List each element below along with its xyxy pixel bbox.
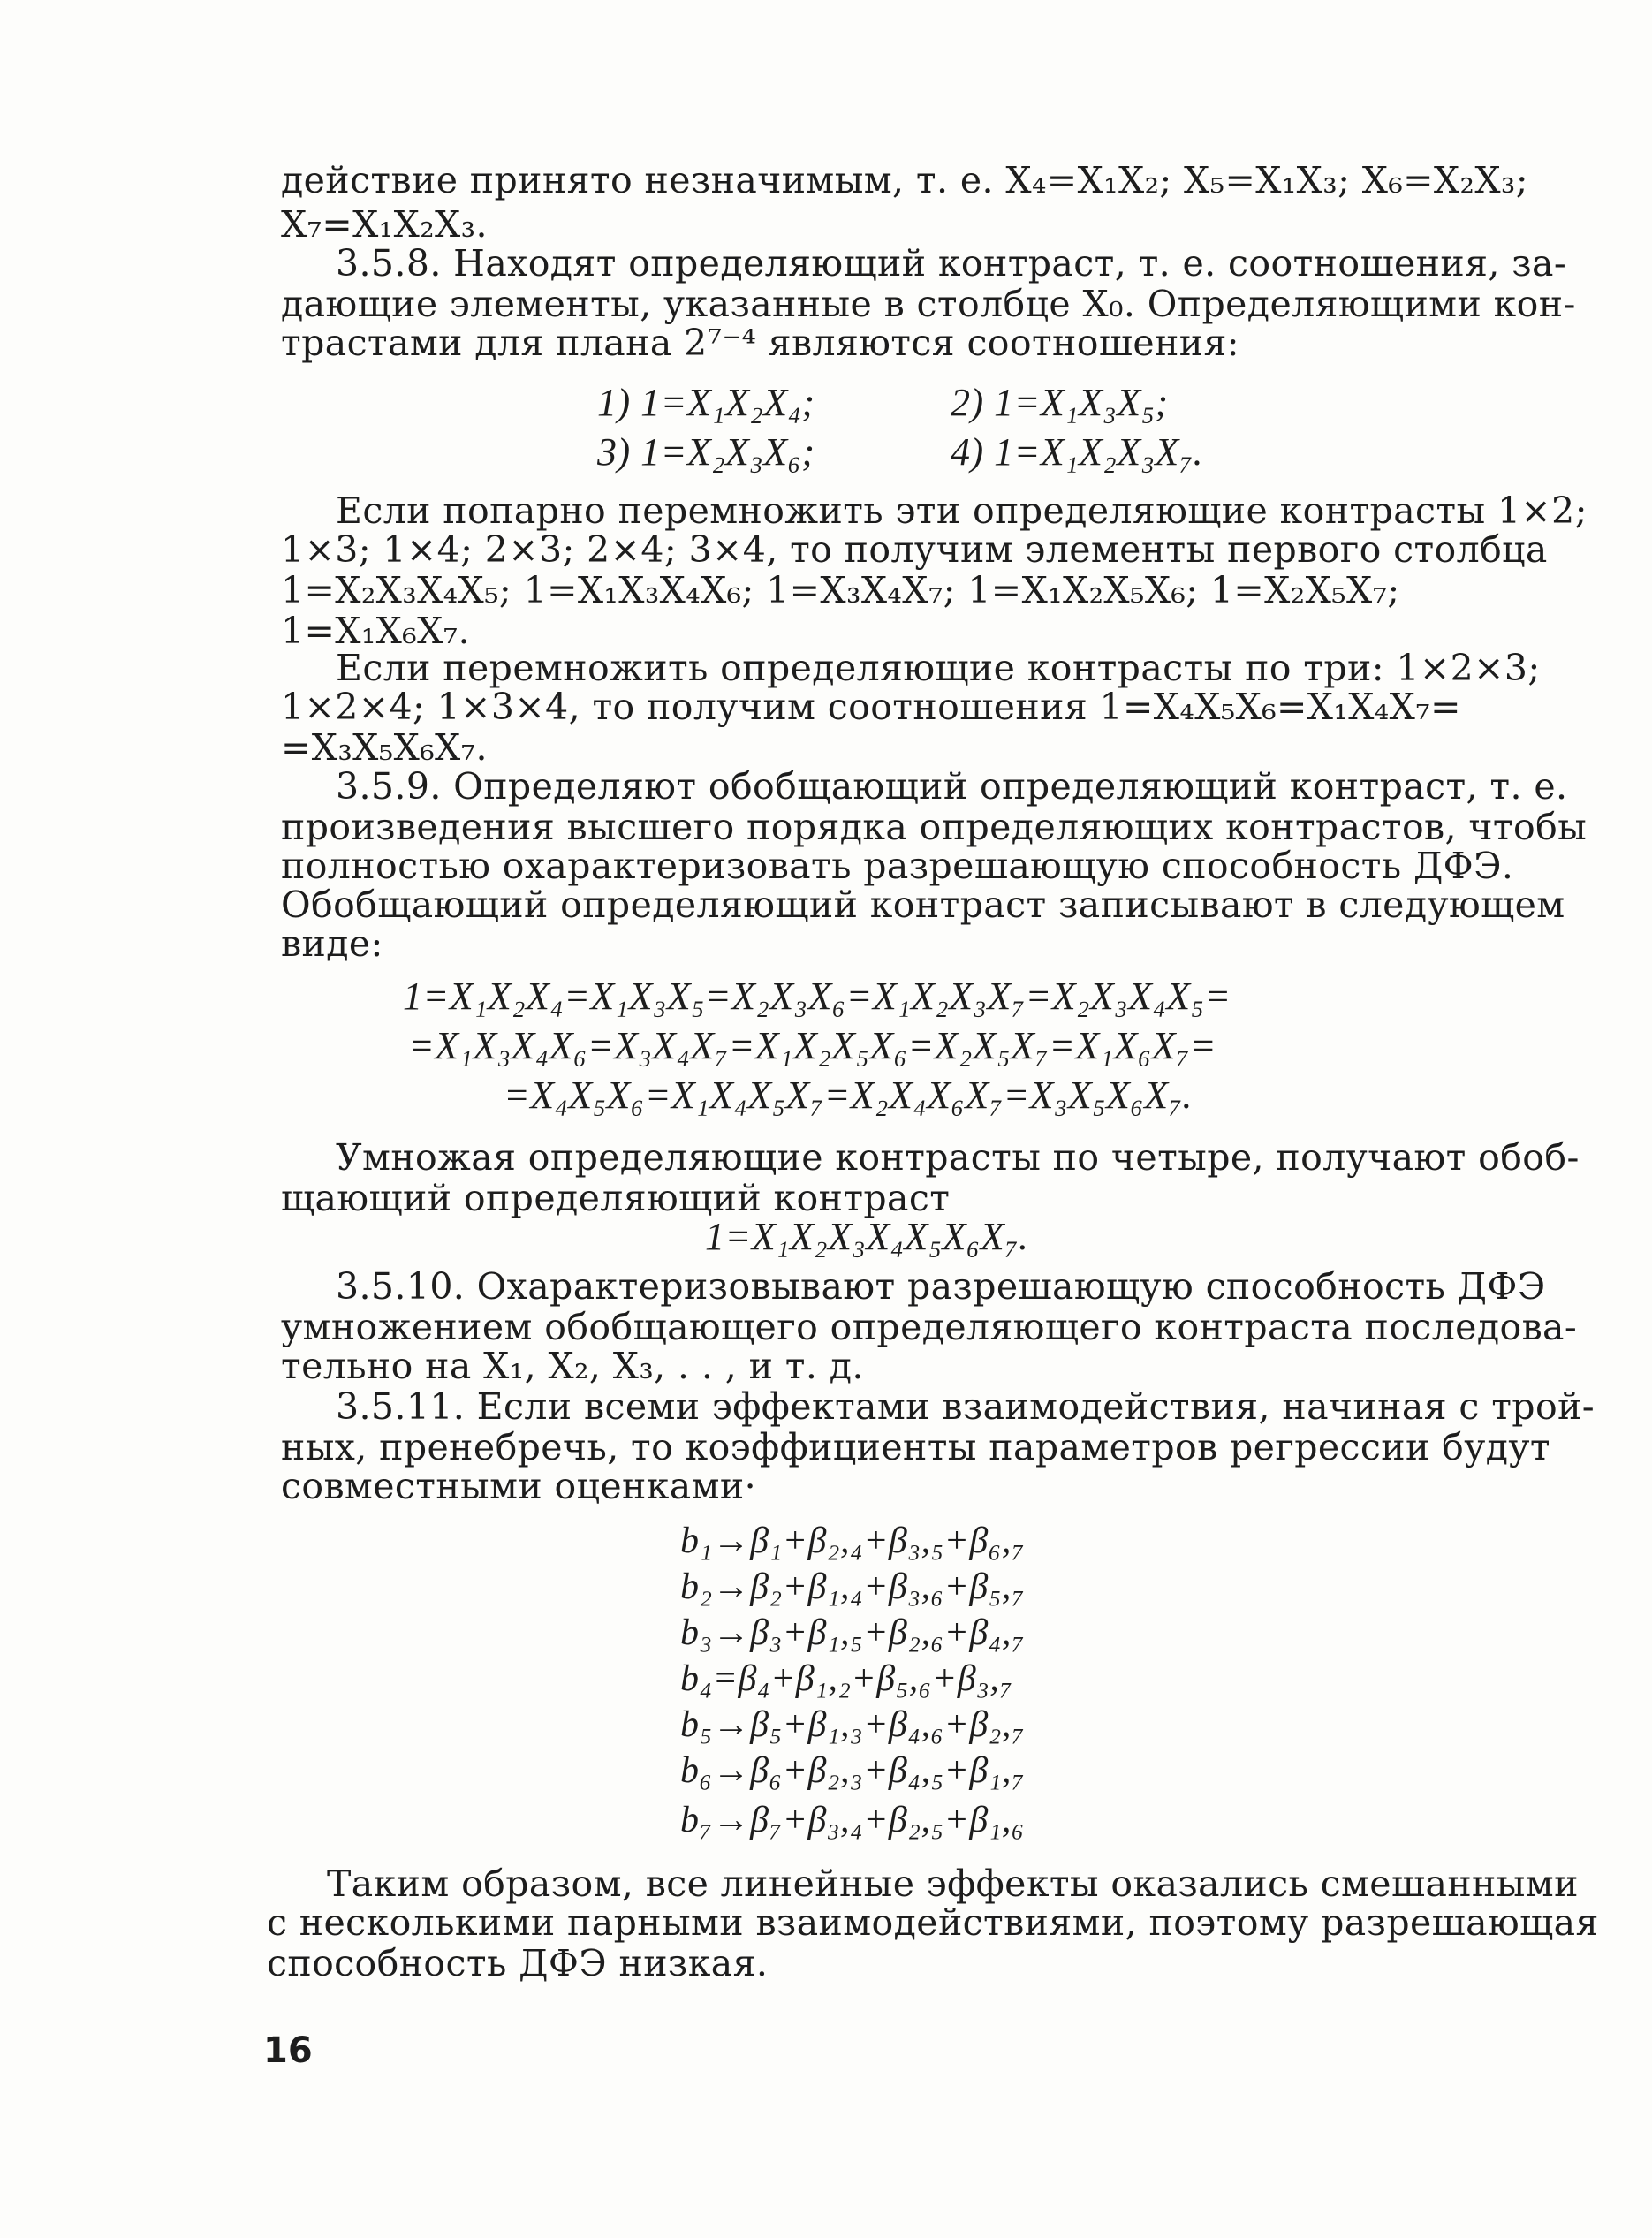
text-line-28: способность ДФЭ низкая. (267, 1942, 769, 1984)
text-line-16: Обобщающий определяющий контраст записывают в следующем (281, 884, 1565, 926)
estimate-b2: b₂→β₂+β₁,₄+β₃,₆+β₅,₇ (680, 1567, 1026, 1607)
estimate-b3: b₃→β₃+β₁,₅+β₂,₆+β₄,₇ (680, 1612, 1026, 1653)
text-line-10: Если перемножить определяющие контрасты по три: 1×2×3; (336, 647, 1541, 689)
text-line-11: 1×2×4; 1×3×4, то получим соотношения 1=X₄X₅X₆=X₁X₄X₇= (281, 686, 1461, 728)
text-line-4: дающие элементы, указанные в столбце X₀. Определяющими кон- (281, 283, 1576, 325)
text-line-8: 1=X₂X₃X₄X₅; 1=X₁X₃X₄X₆; 1=X₃X₄X₇; 1=X₁X₂X₅X₆; 1=X₂X₅X₇; (281, 569, 1400, 611)
text-line-14: произведения высшего порядка определяющих контрастов, чтобы (281, 806, 1588, 848)
contrast-4: 4) 1=X₁X₂X₃X₇. (951, 430, 1204, 474)
section-3-5-11-line-1: 3.5.11. Если всеми эффектами взаимодействия, начиная с трой- (336, 1385, 1595, 1428)
general-contrast-line-2: =X₁X₃X₄X₆=X₃X₄X₇=X₁X₂X₅X₆=X₂X₅X₇=X₁X₆X₇= (408, 1024, 1217, 1067)
text-line-22: тельно на X₁, X₂, X₃, . . , и т. д. (281, 1345, 864, 1387)
text-line-19: щающий определяющий контраст (281, 1177, 951, 1219)
text-line-1: действие принято незначимым, т. е. X₄=X₁X₂; X₅=X₁X₃; X₆=X₂X₃; (281, 159, 1528, 201)
estimate-b1: b₁→β₁+β₂,₄+β₃,₅+β₆,₇ (680, 1521, 1026, 1561)
page-number: 16 (263, 2030, 313, 2071)
section-3-5-10-line-1: 3.5.10. Охарактеризовывают разрешающую способность ДФЭ (336, 1265, 1546, 1308)
contrast-2: 2) 1=X₁X₃X₅; (951, 381, 1169, 424)
section-3-5-8-line-1: 3.5.8. Находят определяющий контраст, т. е. соотношения, за- (336, 242, 1567, 284)
text-line-15: полностью охарактеризовать разрешающую способность ДФЭ. (281, 845, 1514, 887)
general-contrast-line-3: =X₄X₅X₆=X₁X₄X₅X₇=X₂X₄X₆X₇=X₃X₅X₆X₇. (504, 1073, 1193, 1117)
text-line-25: совместными оценками· (281, 1465, 757, 1507)
text-line-18: Умножая определяющие контрасты по четыре, получают обоб- (336, 1136, 1580, 1179)
text-line-26: Таким образом, все линейные эффекты оказались смешанными (327, 1862, 1579, 1905)
general-contrast-line-1: 1=X₁X₂X₄=X₁X₃X₅=X₂X₃X₆=X₁X₂X₃X₇=X₂X₃X₄X₅= (403, 975, 1231, 1018)
text-line-21: умножением обобщающего определяющего контраста последова- (281, 1306, 1578, 1348)
contrast-3: 3) 1=X₂X₃X₆; (597, 430, 815, 474)
contrast-1: 1) 1=X₁X₂X₄; (597, 381, 815, 424)
estimate-b4: b₄=β₄+β₁,₂+β₅,₆+β₃,₇ (680, 1658, 1013, 1699)
estimate-b6: b₆→β₆+β₂,₃+β₄,₅+β₁,₇ (680, 1750, 1026, 1791)
section-3-5-9-line-1: 3.5.9. Определяют обобщающий определяющий контраст, т. е. (336, 765, 1568, 808)
text-line-7: 1×3; 1×4; 2×3; 2×4; 3×4, то получим элементы первого столбца (281, 528, 1548, 571)
text-line-12: =X₃X₅X₆X₇. (281, 726, 488, 769)
estimate-b7: b₇→β₇+β₃,₄+β₂,₅+β₁,₆ (680, 1800, 1026, 1840)
text-line-24: ных, пренебречь, то коэффициенты параметров регрессии будут (281, 1426, 1550, 1468)
text-line-9: 1=X₁X₆X₇. (281, 610, 470, 652)
text-line-2: X₇=X₁X₂X₃. (281, 203, 488, 246)
text-line-17: виде: (281, 922, 383, 965)
full-contrast: 1=X₁X₂X₃X₄X₅X₆X₇. (705, 1215, 1029, 1258)
text-line-27: с несколькими парными взаимодействиями, поэтому разрешающая (267, 1901, 1599, 1944)
text-line-5: трастами для плана 2⁷⁻⁴ являются соотношения: (281, 322, 1239, 364)
estimate-b5: b₅→β₅+β₁,₃+β₄,₆+β₂,₇ (680, 1704, 1026, 1745)
text-line-6: Если попарно перемножить эти определяющие контрасты 1×2; (336, 489, 1588, 532)
